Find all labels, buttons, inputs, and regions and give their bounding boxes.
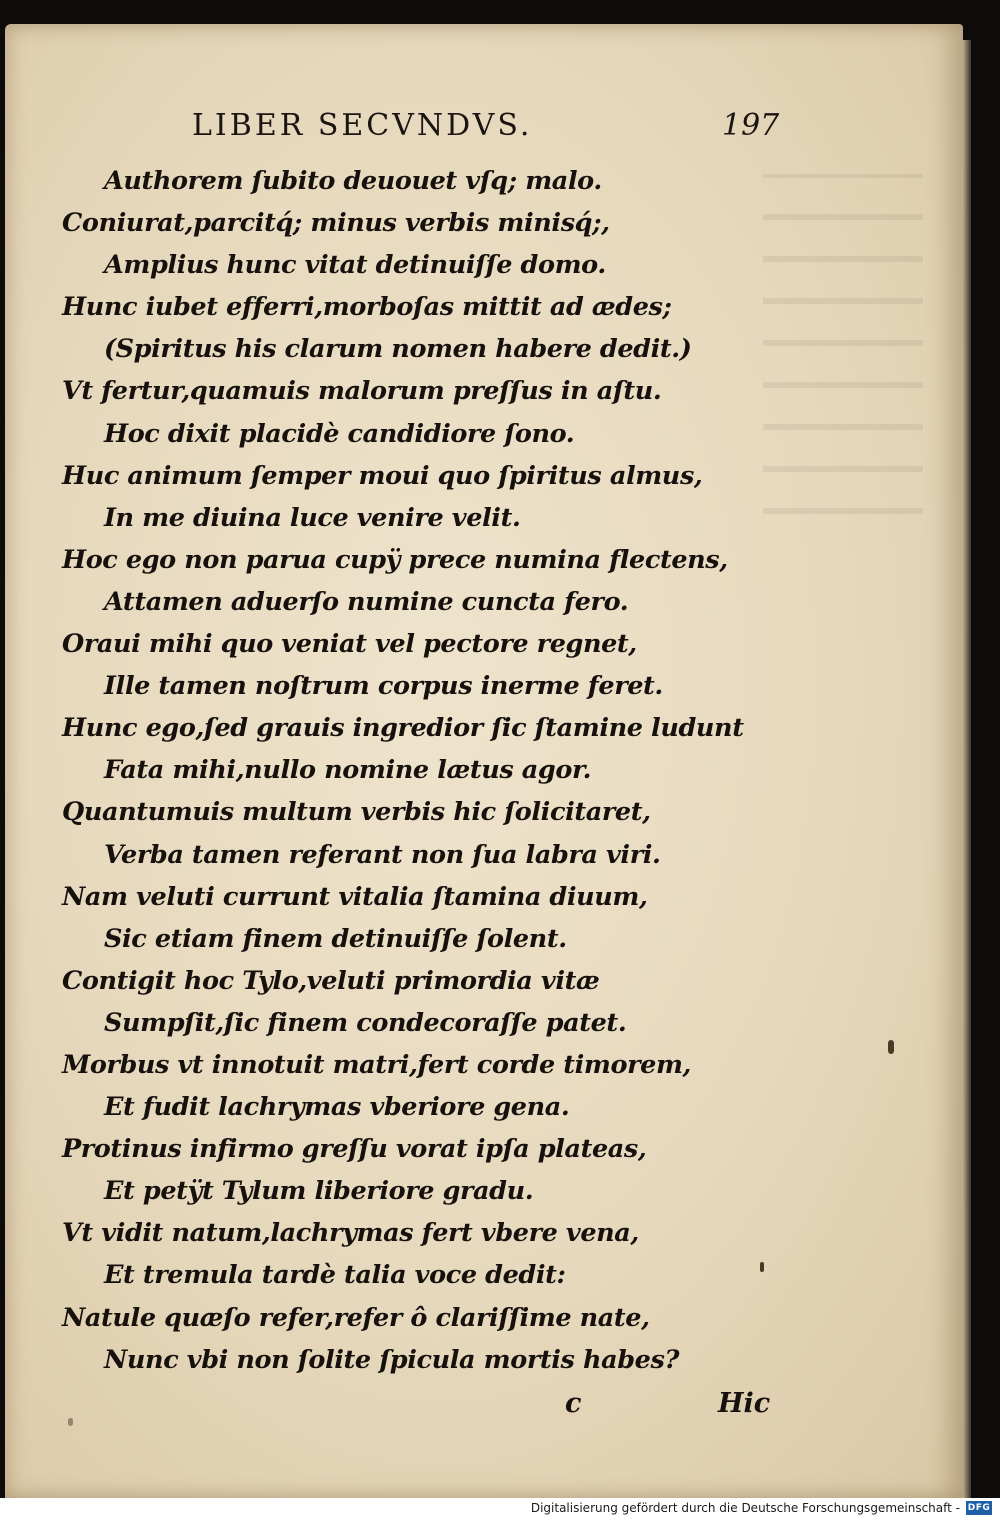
verse-line: Oraui mihi quo veniat vel pectore regnet, — [62, 629, 637, 660]
verse-line: Vt fertur,quamuis malorum preſſus in aſtu. — [62, 376, 662, 407]
verse-line: Ille tamen noſtrum corpus inerme feret. — [104, 671, 663, 702]
verse-line: Vt vidit natum,lachrymas fert vbere vena, — [62, 1218, 639, 1249]
verse-line: Et tremula tardè talia voce dedit: — [104, 1260, 566, 1291]
verse-line: Amplius hunc vitat detinuiſſe domo. — [104, 250, 606, 281]
signature-mark: c — [565, 1388, 582, 1419]
verse-line: Hunc iubet efferri,morboſas mittit ad ædes; — [62, 292, 672, 323]
verse-line: Fata mihi,nullo nomine lætus agor. — [104, 755, 592, 786]
verse-line: Authorem ſubito deuouet vſq; malo. — [104, 166, 602, 196]
verse-line: Huc animum ſemper moui quo ſpiritus almus, — [62, 460, 703, 491]
verse-line: Hoc dixit placidè candidiore ſono. — [104, 418, 575, 449]
verse-line: Et fudit lachrymas vberiore gena. — [104, 1092, 570, 1123]
verse-line: Hoc ego non parua cupÿ prece numina flectens, — [62, 544, 728, 575]
verse-line: Morbus vt innotuit matri,fert corde timorem, — [62, 1049, 692, 1080]
verse-line: Verba tamen referant non ſua labra viri. — [104, 839, 661, 870]
funding-credit: Digitalisierung gefördert durch die Deutsche Forschungsgemeinschaft - — [530, 1501, 960, 1515]
page-edge — [963, 40, 971, 1498]
verse-line: Hunc ego,ſed grauis ingredior ſic ſtamine ludunt — [62, 713, 744, 744]
footer-bar — [0, 1498, 1000, 1520]
verse-line: Contigit hoc Tylo,veluti primordia vitæ — [62, 965, 600, 996]
verse-line: Attamen aduerſo numine cuncta fero. — [104, 586, 629, 617]
verse-line: Et petÿt Tylum liberiore gradu. — [104, 1176, 534, 1207]
verse-line: Coniurat,parcitq́; minus verbis minisq́;, — [62, 208, 610, 239]
verse-line: Natule quæſo refer,refer ô clariſſime nate, — [62, 1302, 650, 1333]
verse-line: Sumpſit,ſic finem condecoraſſe patet. — [104, 1007, 627, 1038]
dfg-logo-icon: DFG — [967, 1503, 991, 1513]
verse-line: Sic etiam finem detinuiſſe ſolent. — [104, 923, 567, 954]
running-header: LIBER SECVNDVS. — [192, 108, 533, 143]
verse-line: Nunc vbi non ſolite ſpicula mortis habes? — [104, 1344, 679, 1375]
verse-line: Protinus infirmo greſſu vorat ipſa plateas, — [62, 1134, 647, 1165]
verse-line: (Spiritus his clarum nomen habere dedit.) — [104, 334, 692, 365]
page-number: 197 — [722, 108, 780, 143]
ink-speck — [68, 1418, 73, 1426]
verse-line: Quantumuis multum verbis hic ſolicitaret, — [62, 797, 651, 828]
verse-block — [0, 160, 940, 1381]
verse-line: In me diuina luce venire velit. — [104, 502, 521, 533]
verse-line: Nam veluti currunt vitalia ſtamina diuum, — [62, 881, 648, 912]
catchword: Hic — [718, 1388, 771, 1419]
